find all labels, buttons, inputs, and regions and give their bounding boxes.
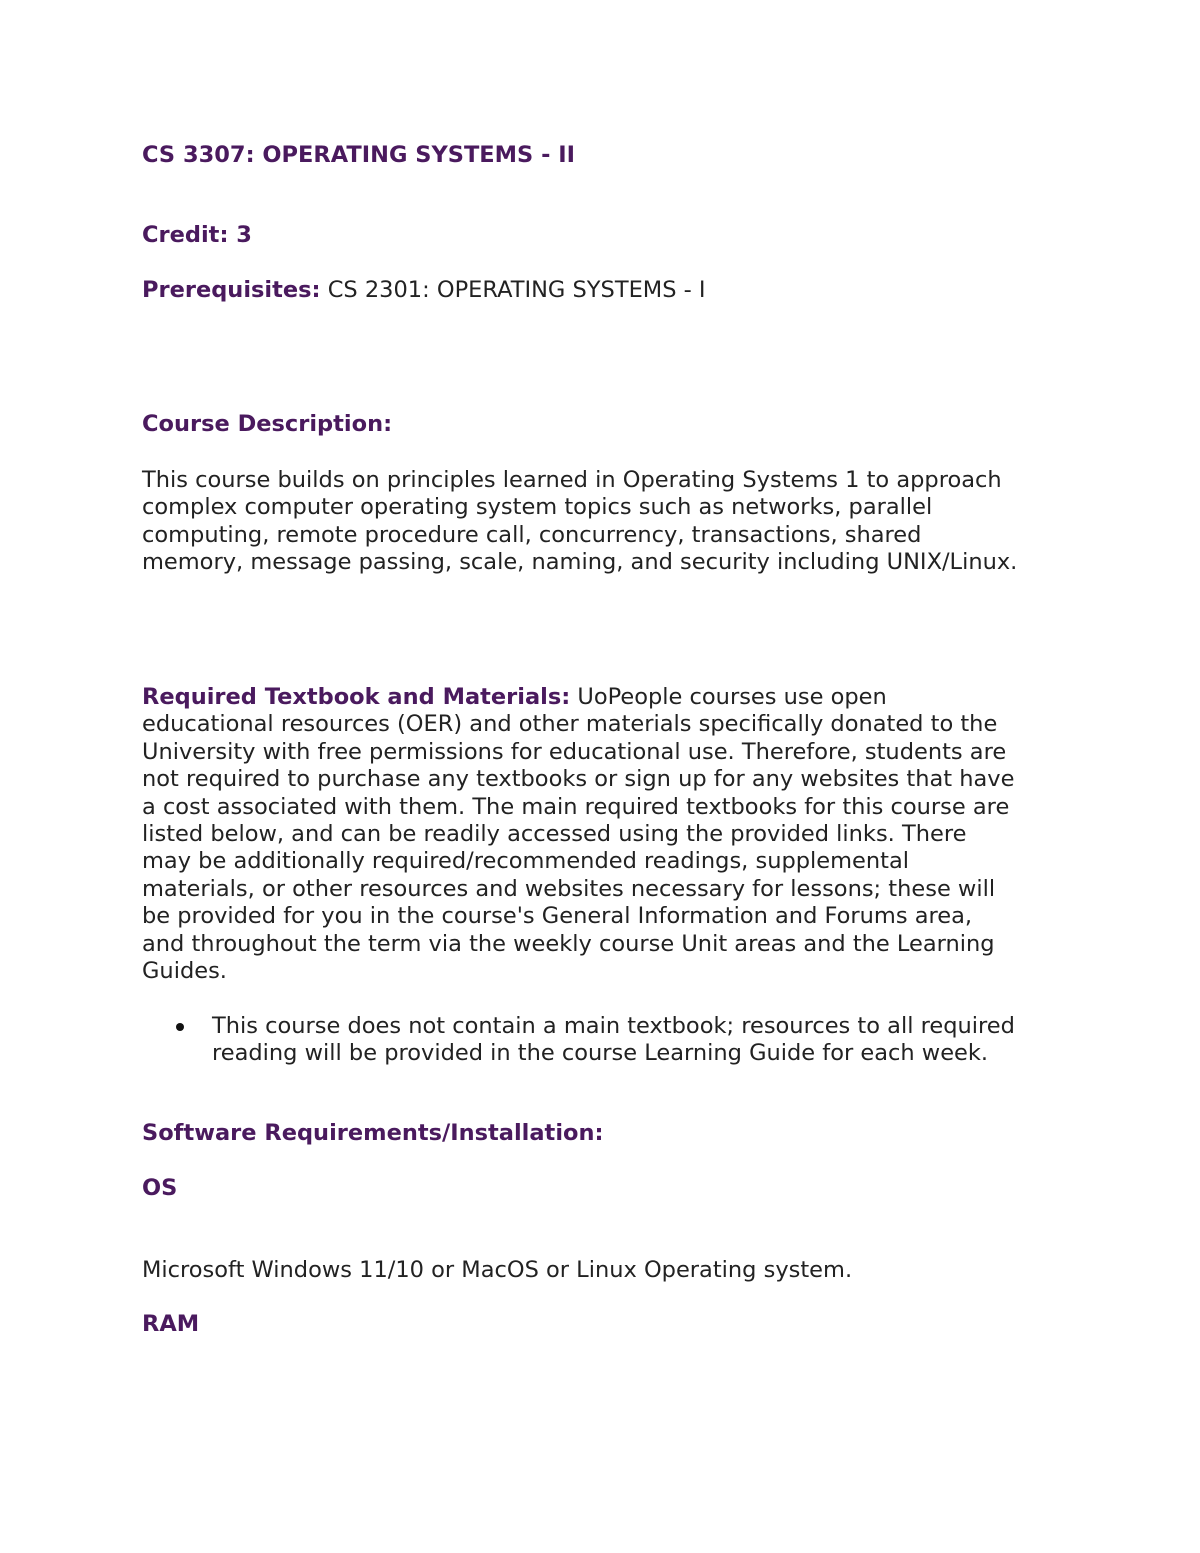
textbook-line: a cost associated with them. The main required textbooks for this course are	[142, 793, 1010, 820]
textbook-line: educational resources (OER) and other materials specifically donated to the	[142, 711, 998, 738]
software-heading: Software Requirements/Installation:	[142, 1120, 604, 1146]
list-item	[142, 1013, 1072, 1068]
bullet-icon	[176, 1023, 184, 1031]
os-label: OS	[142, 1175, 178, 1201]
textbook-line: listed below, and can be readily accessed using the provided links. There	[142, 821, 967, 848]
prerequisites-line	[142, 277, 706, 304]
prerequisites-value: CS 2301: OPERATING SYSTEMS - I	[327, 277, 706, 303]
bullet-line: reading will be provided in the course Learning Guide for each week.	[212, 1040, 989, 1067]
course-description-line: This course builds on principles learned in Operating Systems 1 to approach	[142, 467, 1002, 493]
textbook-line: not required to purchase any textbooks or sign up for any websites that have	[142, 766, 1015, 793]
course-title: CS 3307: OPERATING SYSTEMS - II	[142, 142, 576, 168]
course-description-text	[142, 467, 1017, 577]
course-description-line: computing, remote procedure call, concurrency, transactions, shared	[142, 521, 922, 548]
os-text: Microsoft Windows 11/10 or MacOS or Linux Operating system.	[142, 1257, 853, 1283]
textbook-paragraph	[142, 684, 1014, 985]
textbook-line: Guides.	[142, 958, 227, 985]
bullet-line: This course does not contain a main textbook; resources to all required	[212, 1013, 1015, 1039]
prerequisites-label: Prerequisites:	[142, 277, 321, 303]
textbook-line: may be additionally required/recommended readings, supplemental	[142, 848, 910, 875]
textbook-bullet-list	[142, 1013, 1072, 1068]
credit-line: Credit: 3	[142, 222, 252, 248]
textbook-line: materials, or other resources and websites necessary for lessons; these will	[142, 875, 996, 902]
ram-label: RAM	[142, 1311, 200, 1337]
textbook-line: University with free permissions for educational use. Therefore, students are	[142, 738, 1007, 765]
textbook-line: and throughout the term via the weekly course Unit areas and the Learning	[142, 930, 995, 957]
course-description-heading: Course Description:	[142, 411, 393, 437]
textbook-line: be provided for you in the course's General Information and Forums area,	[142, 903, 973, 930]
textbook-label: Required Textbook and Materials:	[142, 684, 571, 710]
course-description-line: complex computer operating system topics such as networks, parallel	[142, 494, 933, 521]
course-description-line: memory, message passing, scale, naming, and security including UNIX/Linux.	[142, 549, 1018, 576]
textbook-line: UoPeople courses use open	[577, 684, 887, 710]
